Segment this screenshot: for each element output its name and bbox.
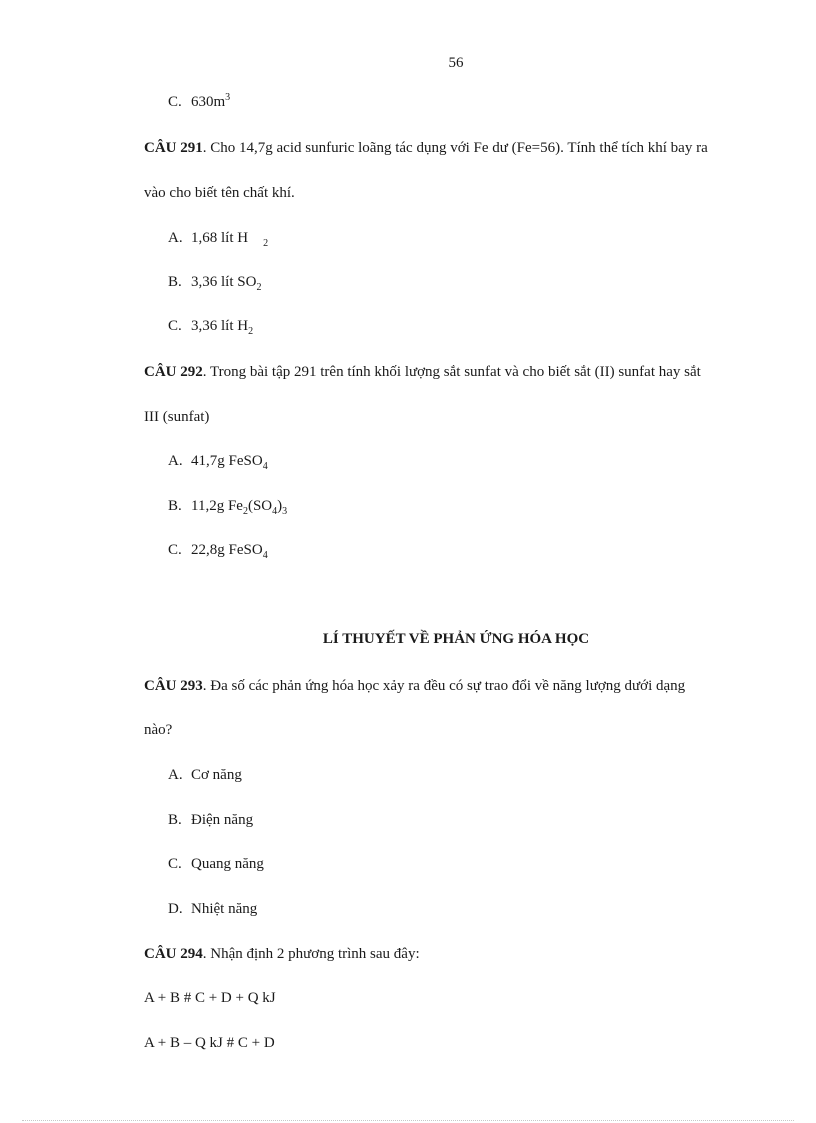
option-letter: A. xyxy=(168,767,183,783)
option-text-2: (SO xyxy=(247,498,273,514)
option-text: 3,36 lít H xyxy=(191,318,249,334)
option-text: 3,36 lít SO xyxy=(191,274,257,290)
q291-option-c xyxy=(168,317,253,335)
option-letter: A. xyxy=(168,453,183,469)
option-letter: D. xyxy=(168,901,183,917)
equation-2: A + B – Q kJ # C + D xyxy=(144,1035,275,1051)
option-letter: B. xyxy=(168,498,182,514)
page-number: 56 xyxy=(448,55,464,71)
option-text: 41,7g FeSO xyxy=(191,453,263,469)
q293-option-b xyxy=(168,811,253,829)
option-text-3: ) xyxy=(277,498,283,514)
option-letter: C. xyxy=(168,542,182,558)
question-291-line2: vào cho biết tên chất khí. xyxy=(144,185,295,201)
question-label: CÂU 291 xyxy=(144,140,203,156)
option-text: Điện năng xyxy=(191,812,254,828)
option-letter: C. xyxy=(168,856,182,872)
option-text: Cơ năng xyxy=(191,767,242,783)
question-text: . Cho 14,7g acid sunfuric loãng tác dụng với Fe dư (Fe=56). Tính thể tích khí bay ra xyxy=(202,140,708,156)
option-letter: C. xyxy=(168,94,182,110)
option-c-prev xyxy=(168,93,230,111)
option-sub: 4 xyxy=(262,550,268,561)
option-text: Quang năng xyxy=(191,856,264,872)
question-label: CÂU 294 xyxy=(144,946,203,962)
option-sub: 2 xyxy=(256,282,262,293)
question-text: . Đa số các phản ứng hóa học xảy ra đều có sự trao đổi về năng lượng dưới dạng xyxy=(202,678,686,694)
q292-option-a xyxy=(168,452,268,470)
option-sup: 3 xyxy=(225,92,231,103)
option-letter: B. xyxy=(168,812,182,828)
question-text: . Nhận định 2 phương trình sau đây: xyxy=(202,946,420,962)
q291-option-b xyxy=(168,273,261,291)
q293-option-c xyxy=(168,855,264,873)
option-sub-3: 3 xyxy=(282,506,288,517)
q292-option-b xyxy=(168,497,287,515)
option-letter: A. xyxy=(168,230,183,246)
option-text: 11,2g Fe xyxy=(191,498,243,514)
question-291-line1 xyxy=(144,139,708,157)
option-sub: 2 xyxy=(263,238,269,249)
question-label: CÂU 293 xyxy=(144,678,203,694)
option-sub: 4 xyxy=(262,461,268,472)
option-text: 630m xyxy=(191,94,226,110)
question-292-line1 xyxy=(144,363,701,381)
q293-option-d xyxy=(168,900,257,918)
question-294-line1 xyxy=(144,945,420,963)
option-letter: C. xyxy=(168,318,182,334)
question-292-line2: III (sunfat) xyxy=(144,409,210,425)
q293-option-a xyxy=(168,766,242,784)
option-sub: 2 xyxy=(242,506,248,517)
option-letter: B. xyxy=(168,274,182,290)
question-293-line2: nào? xyxy=(144,722,173,738)
q292-option-c xyxy=(168,541,268,559)
q291-option-a xyxy=(168,229,268,247)
footer-divider xyxy=(22,1120,794,1121)
option-text: 1,68 lít H xyxy=(191,230,249,246)
option-sub-2: 4 xyxy=(272,506,278,517)
question-text: . Trong bài tập 291 trên tính khối lượng sắt sunfat và cho biết sắt (II) sunfat hay sắt xyxy=(202,364,701,380)
option-text: 22,8g FeSO xyxy=(191,542,263,558)
question-label: CÂU 292 xyxy=(144,364,203,380)
question-293-line1 xyxy=(144,677,685,695)
equation-1: A + B # C + D + Q kJ xyxy=(144,990,276,1006)
option-sub: 2 xyxy=(248,326,254,337)
section-title: LÍ THUYẾT VỀ PHẢN ỨNG HÓA HỌC xyxy=(322,631,590,647)
option-text: Nhiệt năng xyxy=(191,901,258,917)
